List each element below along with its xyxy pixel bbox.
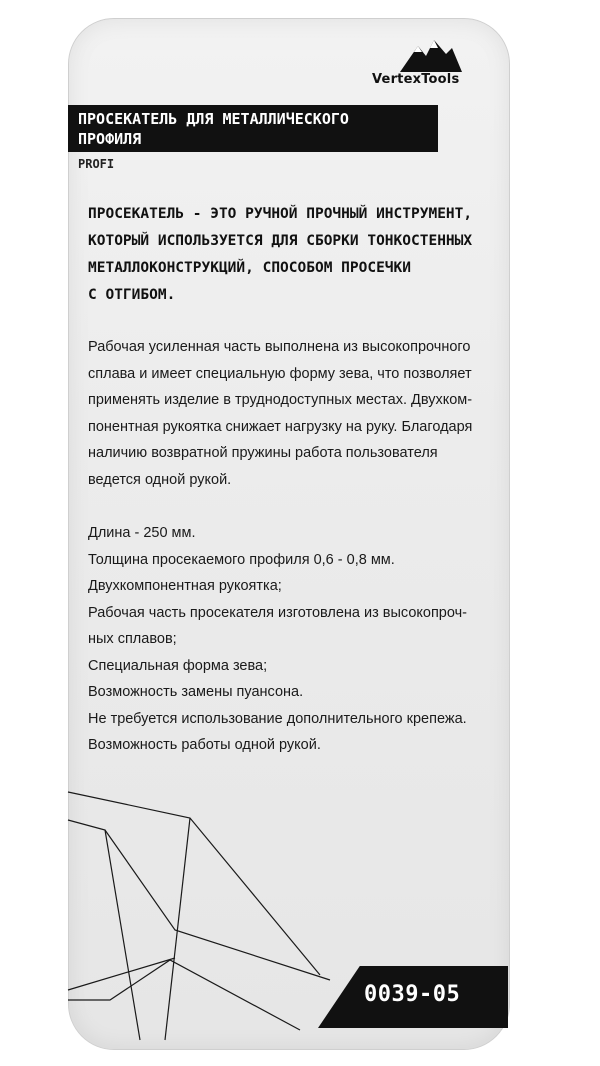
product-title-line1: ПРОСЕКАТЕЛЬ ДЛЯ МЕТАЛЛИЧЕСКОГО (78, 110, 349, 128)
description-line: сплава и имеет специальную форму зева, что позволяет (88, 365, 472, 382)
spec-line: ных сплавов; (88, 631, 177, 647)
spec-line: Возможность замены пуансона. (88, 684, 304, 700)
spec-line: Толщина просекаемого профиля 0,6 - 0,8 мм. (88, 551, 395, 568)
product-series: PROFI (78, 157, 115, 171)
lead-line: КОТОРЫЙ ИСПОЛЬЗУЕТСЯ ДЛЯ СБОРКИ ТОНКОСТЕННЫХ (88, 233, 473, 249)
product-code: 0039-05 (364, 982, 461, 1007)
spec-line: Возможность работы одной рукой. (88, 737, 321, 753)
description-line: применять изделие в труднодоступных местах. Двухком- (88, 392, 473, 408)
product-title-line2: ПРОФИЛЯ (78, 130, 142, 148)
product-title (68, 105, 438, 152)
lead-line: ПРОСЕКАТЕЛЬ - ЭТО РУЧНОЙ ПРОЧНЫЙ ИНСТРУМЕНТ, (88, 206, 473, 222)
lead-line: С ОТГИБОМ. (88, 287, 176, 303)
spec-list (88, 520, 508, 759)
mountain-logo-icon (400, 38, 462, 72)
description-line: ведется одной рукой. (88, 471, 232, 488)
lead-paragraph (88, 201, 508, 309)
description-line: понентная рукоятка снижает нагрузку на руку. Благодаря (88, 418, 473, 435)
spec-line: Длина - 250 мм. (88, 525, 196, 541)
description-paragraph (88, 334, 498, 493)
brand-logo (372, 38, 492, 94)
spec-line: Специальная форма зева; (88, 657, 268, 674)
spec-line: Двухкомпонентная рукоятка; (88, 578, 282, 594)
lead-line: МЕТАЛЛОКОНСТРУКЦИЙ, СПОСОБОМ ПРОСЕЧКИ (88, 260, 412, 276)
description-line: наличию возвратной пружины работа пользователя (88, 445, 438, 461)
brand-name: VertexTools (372, 72, 460, 87)
spec-line: Рабочая часть просекателя изготовлена из высокопроч- (88, 604, 467, 621)
spec-line: Не требуется использование дополнительного крепежа. (88, 710, 467, 727)
description-line: Рабочая усиленная часть выполнена из высокопрочного (88, 339, 471, 355)
